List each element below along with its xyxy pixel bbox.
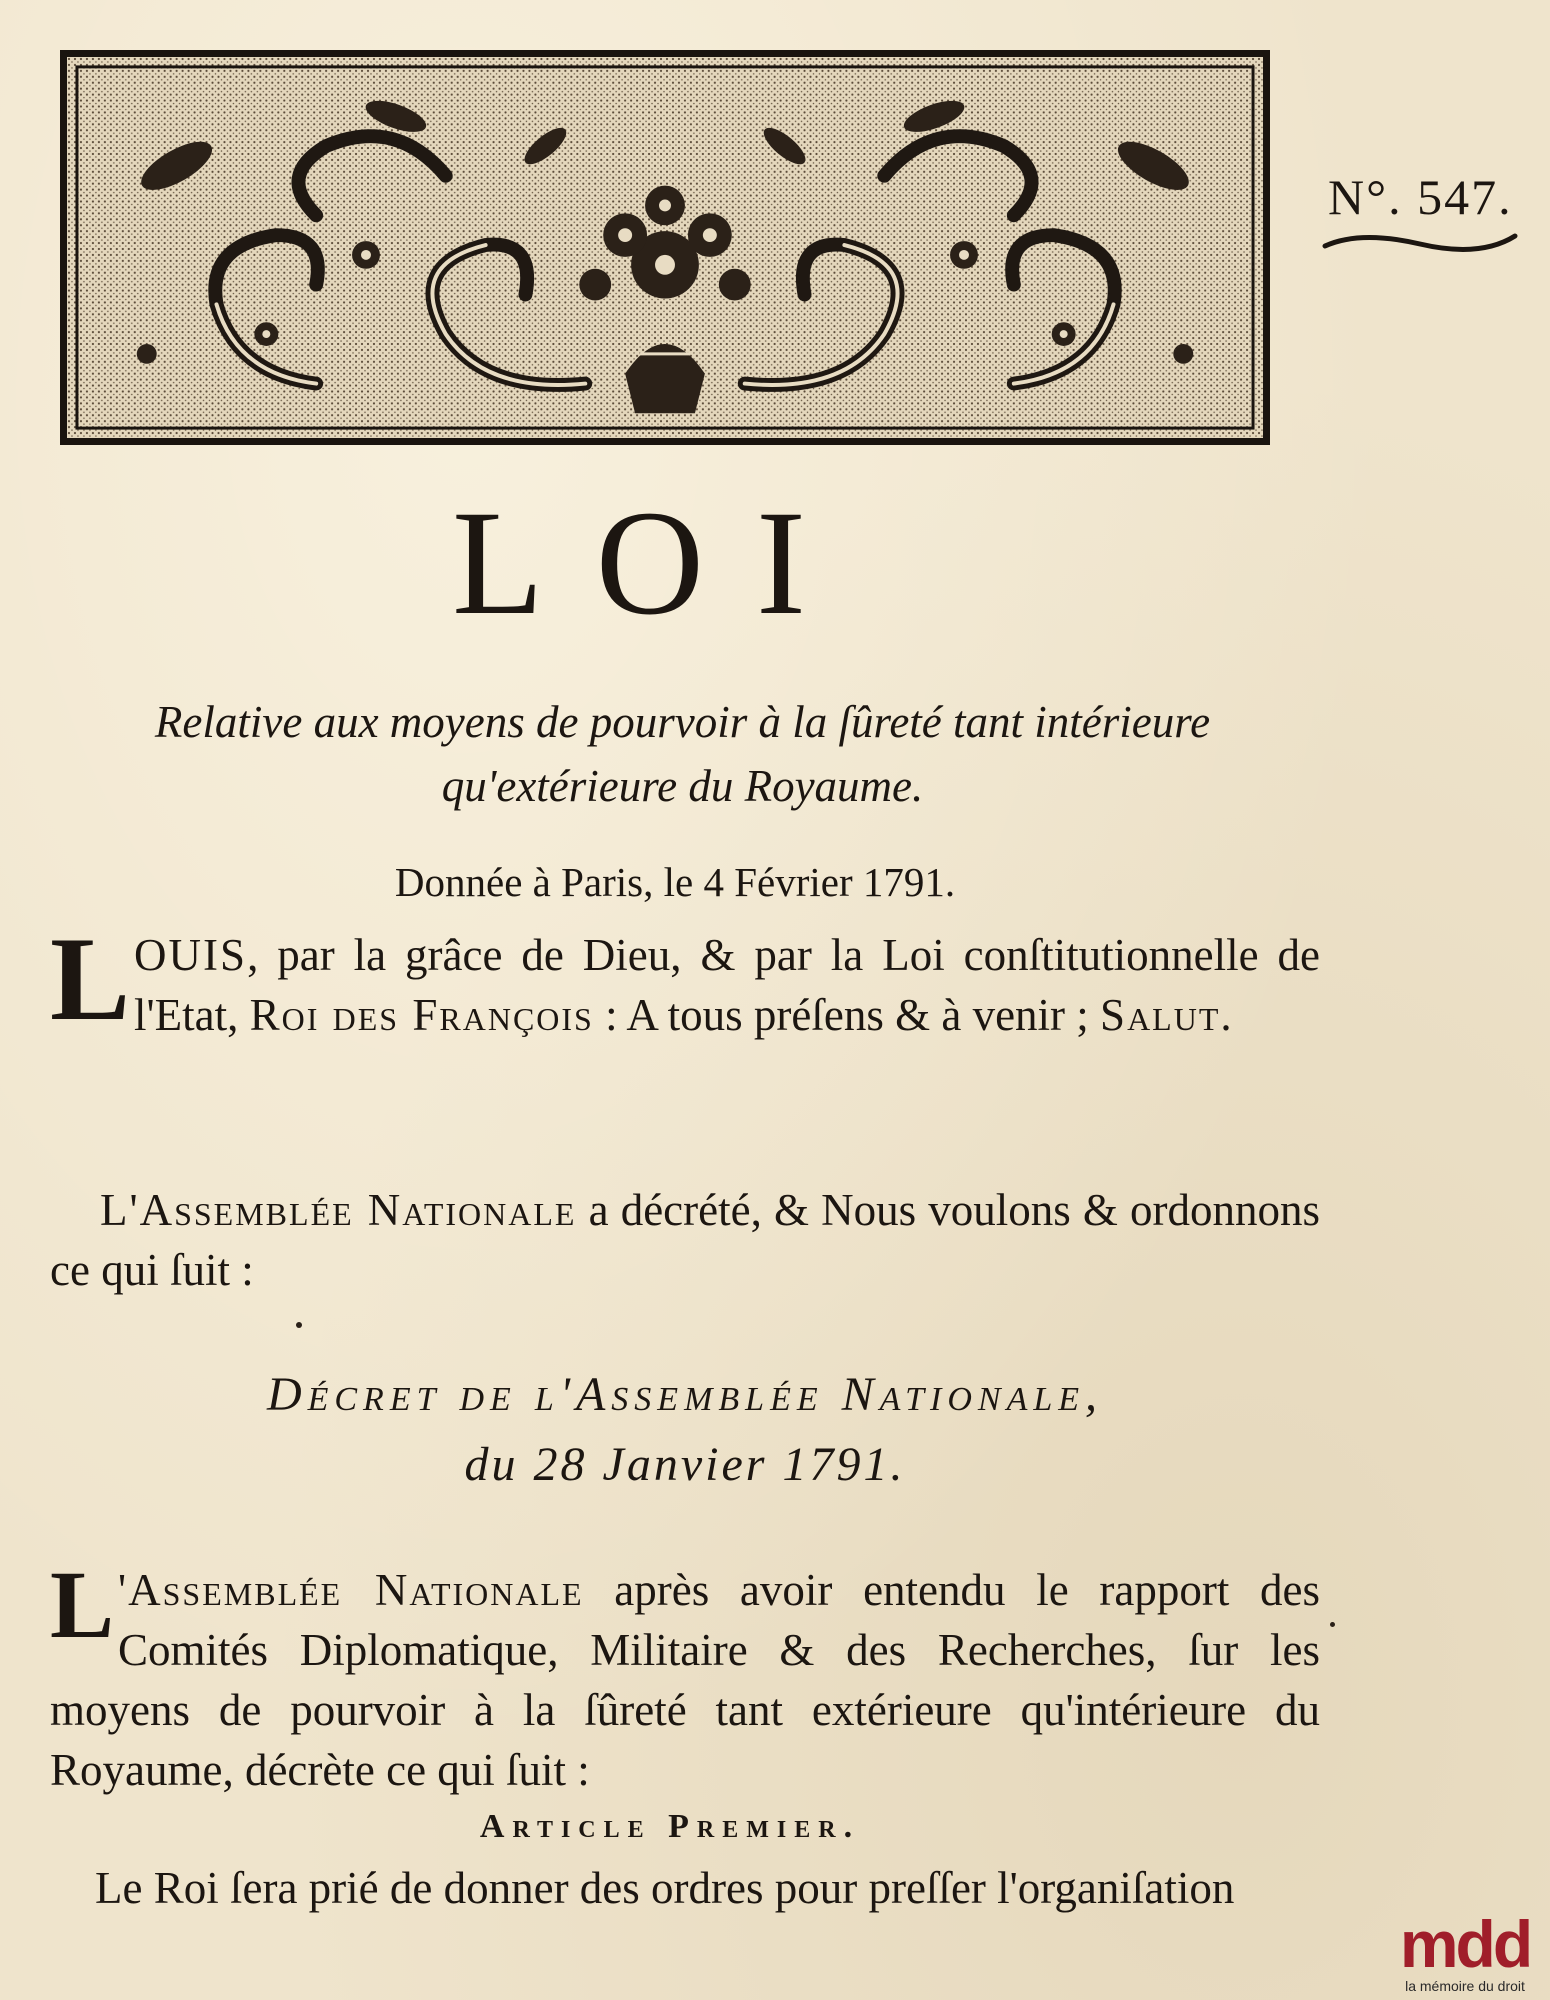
logo-tagline: la mémoire du droit	[1405, 1978, 1525, 1994]
decree-heading-line-2: du 28 Janvier 1791.	[464, 1438, 906, 1491]
preamble-text-3: .	[1220, 990, 1232, 1040]
document-number: N°. 547.	[1328, 169, 1513, 225]
decree-heading	[40, 1360, 1330, 1500]
preamble-text-2: : A tous préſens & à venir ;	[593, 990, 1101, 1040]
mdd-logo	[1380, 1907, 1550, 2000]
king-name: OUIS	[134, 930, 248, 980]
article-heading: Article Premier.	[479, 1808, 861, 1845]
number-flourish-icon	[1320, 228, 1520, 258]
page-title: LOI	[452, 480, 858, 646]
decree-body-paragraph	[50, 1551, 1320, 1800]
assembly-name: L'Assemblée Nationale	[100, 1185, 577, 1235]
decree-heading-line-1: Décret de l'Assemblée Nationale,	[266, 1368, 1104, 1421]
enactment-text: a décrété, & Nous voulons & ordonnons ce qui ſuit :	[50, 1185, 1320, 1295]
date-line: Donnée à Paris, le 4 Février 1791.	[394, 859, 956, 905]
logo-mark: mdd	[1399, 1907, 1531, 1981]
law-subtitle: Relative aux moyens de pourvoir à la ſûreté tant intérieure qu'extérieure du Royaume.	[154, 697, 1211, 811]
ink-speck	[1330, 1622, 1335, 1627]
decree-dropcap: L	[50, 1551, 115, 1658]
king-title: Roi des François	[249, 990, 594, 1040]
preamble-text-1: , par la grâce de Dieu, & par la Loi conſtitutionnelle de l'Etat,	[134, 930, 1320, 1040]
decree-body-text: après avoir entendu le rapport des Comités Diplomatique, Militaire & des Recherches, ſur les moyens de pourvoir à la ſûreté tant extérieure qu'intérieure du Royaume, décrète ce qui ſuit :	[50, 1565, 1320, 1795]
salut: Salut	[1100, 990, 1221, 1040]
preamble-paragraph	[50, 912, 1320, 1045]
ink-speck	[296, 1322, 302, 1328]
enactment-paragraph	[50, 1180, 1320, 1300]
decree-assembly-name: 'Assemblée Nationale	[118, 1565, 584, 1615]
dropcap: L	[50, 912, 131, 1045]
ornamental-header	[60, 50, 1270, 445]
article-text: Le Roi ſera prié de donner des ordres pour preſſer l'organiſation	[95, 1863, 1235, 1913]
floral-scroll-ornament-icon	[67, 57, 1263, 438]
